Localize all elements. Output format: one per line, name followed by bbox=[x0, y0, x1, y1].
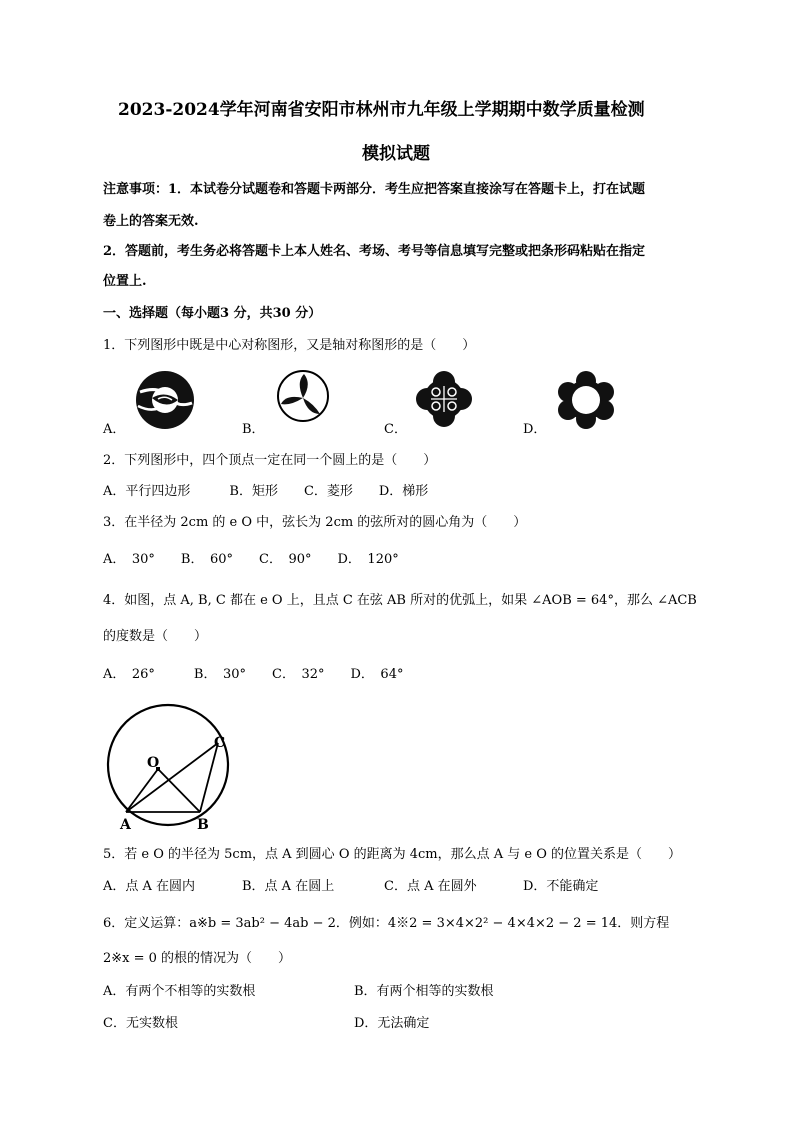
title-line-2: 模拟试题 bbox=[362, 144, 430, 164]
q6-option-a: A．有两个不相等的实数根 bbox=[103, 984, 256, 999]
q1-option-a: A． bbox=[103, 422, 126, 437]
q5-option-d: D．不能确定 bbox=[523, 879, 599, 894]
q6-option-d: D．无法确定 bbox=[354, 1016, 430, 1031]
q1-figure-d bbox=[553, 368, 619, 432]
q4-label-a: A bbox=[120, 817, 131, 833]
notice-line-1: 注意事项：1．本试卷分试题卷和答题卡两部分．考生应把答案直接涂写在答题卡上，打在试题 bbox=[103, 182, 646, 197]
notice-line-2: 卷上的答案无效. bbox=[103, 214, 199, 229]
q3-stem: 3．在半径为 2cm 的 e O 中，弦长为 2cm 的弦所对的圆心角为（ ） bbox=[103, 515, 527, 530]
q3-options: A． 30° B． 60° C． 90° D． 120° bbox=[103, 552, 399, 567]
q5-option-a: A．点 A 在圆内 bbox=[103, 879, 196, 894]
q4-label-c: C bbox=[214, 735, 226, 751]
q1-figure-c bbox=[412, 370, 476, 428]
q1-figure-a bbox=[130, 370, 200, 430]
q4-circle-diagram bbox=[100, 703, 240, 833]
q1-stem: 1．下列图形中既是中心对称图形，又是轴对称图形的是（ ） bbox=[103, 338, 476, 353]
q1-figure-b bbox=[270, 370, 336, 422]
q4-label-o: O bbox=[147, 755, 160, 771]
q6-stem-1: 6．定义运算：a※b = 3ab² − 4ab − 2．例如：4※2 = 3×4×2² − 4×4×2 − 2 = 14．则方程 bbox=[103, 916, 670, 931]
q5-stem: 5．若 e O 的半径为 5cm，点 A 到圆心 O 的距离为 4cm，那么点 A 与 e O 的位置关系是（ ） bbox=[103, 847, 682, 862]
q6-stem-2: 2※x = 0 的根的情况为（ ） bbox=[103, 951, 292, 966]
q4-stem-1: 4．如图，点 A, B, C 都在 e O 上，且点 C 在弦 AB 所对的优弧上，如果 ∠AOB = 64°，那么 ∠ACB bbox=[103, 593, 697, 608]
q4-label-b: B bbox=[197, 817, 209, 833]
q4-options: A． 26° B． 30° C． 32° D． 64° bbox=[103, 667, 404, 682]
q4-stem-2: 的度数是（ ） bbox=[103, 629, 208, 644]
notice-line-3: 2．答题前，考生务必将答题卡上本人姓名、考场、考号等信息填写完整或把条形码粘贴在指定 bbox=[103, 244, 646, 259]
q1-option-b: B． bbox=[242, 422, 265, 437]
q5-option-c: C．点 A 在圆外 bbox=[384, 879, 477, 894]
q2-stem: 2．下列图形中，四个顶点一定在同一个圆上的是（ ） bbox=[103, 453, 437, 468]
q5-option-b: B．点 A 在圆上 bbox=[242, 879, 335, 894]
notice-line-4: 位置上. bbox=[103, 274, 147, 289]
q6-option-b: B．有两个相等的实数根 bbox=[354, 984, 494, 999]
q1-option-d: D． bbox=[523, 422, 547, 437]
q2-options: A．平行四边形 B．矩形 C．菱形 D．梯形 bbox=[103, 484, 429, 499]
q6-option-c: C．无实数根 bbox=[103, 1016, 178, 1031]
q1-option-c: C． bbox=[384, 422, 407, 437]
section-heading: 一、选择题（每小题3 分，共30 分） bbox=[103, 306, 322, 321]
title-line-1: 2023-2024学年河南省安阳市林州市九年级上学期期中数学质量检测 bbox=[118, 100, 645, 120]
